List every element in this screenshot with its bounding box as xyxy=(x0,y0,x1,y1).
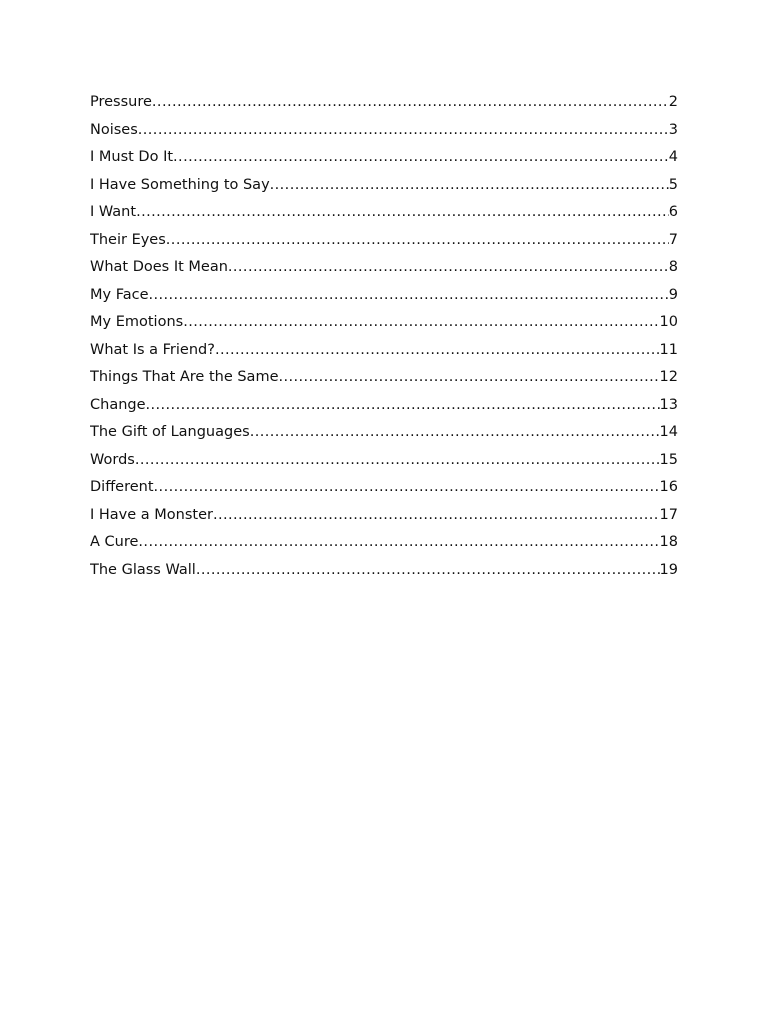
toc-entry xyxy=(90,254,678,282)
toc-entry-title: What Is a Friend? xyxy=(90,341,215,358)
table-of-contents xyxy=(90,89,678,584)
toc-entry-page-number: 2 xyxy=(668,94,678,110)
toc-entry-page-number: 11 xyxy=(659,341,678,358)
toc-entry-title: I Want xyxy=(90,204,137,220)
toc-entry-page-number: 15 xyxy=(659,451,678,468)
toc-dot-leader xyxy=(213,502,660,530)
toc-entry xyxy=(90,89,678,117)
toc-entry-title: I Have Something to Say xyxy=(90,176,270,193)
toc-entry-title: Change xyxy=(90,396,146,413)
toc-entry-title: My Emotions xyxy=(90,314,184,330)
toc-entry-page-number: 18 xyxy=(659,534,678,550)
toc-dot-leader xyxy=(136,199,669,227)
toc-dot-leader xyxy=(228,254,669,282)
toc-dot-leader xyxy=(183,309,659,337)
toc-entry xyxy=(90,419,678,447)
toc-entry-title: Pressure xyxy=(90,94,152,110)
toc-entry xyxy=(90,282,678,310)
toc-entry-page-number: 17 xyxy=(659,506,678,523)
toc-dot-leader xyxy=(152,89,669,117)
toc-entry-title: I Must Do It xyxy=(90,149,174,165)
toc-entry-page-number: 9 xyxy=(668,286,678,303)
toc-dot-leader xyxy=(173,144,669,172)
toc-entry xyxy=(90,529,678,557)
toc-entry-page-number: 13 xyxy=(659,396,678,413)
toc-entry xyxy=(90,337,678,365)
toc-entry xyxy=(90,364,678,392)
toc-entry xyxy=(90,557,678,585)
toc-entry-page-number: 12 xyxy=(659,369,678,385)
toc-entry-title: My Face xyxy=(90,286,149,303)
toc-entry xyxy=(90,474,678,502)
toc-entry-page-number: 5 xyxy=(668,176,678,193)
toc-entry-title: Different xyxy=(90,479,154,495)
toc-entry-title: What Does It Mean xyxy=(90,259,228,275)
toc-entry-title: The Gift of Languages xyxy=(90,424,250,440)
toc-entry-title: Noises xyxy=(90,121,138,138)
toc-entry xyxy=(90,144,678,172)
toc-dot-leader xyxy=(270,172,669,200)
toc-entry-title: Things That Are the Same xyxy=(90,369,279,385)
toc-entry-page-number: 14 xyxy=(659,424,678,440)
toc-dot-leader xyxy=(154,474,660,502)
toc-entry xyxy=(90,227,678,255)
toc-dot-leader xyxy=(138,529,659,557)
toc-entry-page-number: 7 xyxy=(668,231,678,248)
toc-dot-leader xyxy=(279,364,660,392)
toc-entry-title: Their Eyes xyxy=(90,231,166,248)
toc-dot-leader xyxy=(166,227,669,255)
toc-entry-title: A Cure xyxy=(90,534,139,550)
toc-dot-leader xyxy=(196,557,660,585)
toc-dot-leader xyxy=(250,419,660,447)
toc-entry-page-number: 19 xyxy=(659,561,678,578)
toc-entry xyxy=(90,199,678,227)
toc-entry xyxy=(90,309,678,337)
toc-entry-page-number: 16 xyxy=(659,479,678,495)
toc-entry xyxy=(90,172,678,200)
toc-entry-page-number: 8 xyxy=(668,259,678,275)
toc-entry-title: Words xyxy=(90,451,135,468)
toc-entry xyxy=(90,447,678,475)
toc-entry-page-number: 4 xyxy=(668,149,678,165)
toc-entry-page-number: 3 xyxy=(668,121,678,138)
toc-entry xyxy=(90,392,678,420)
toc-entry-title: I Have a Monster xyxy=(90,506,213,523)
toc-dot-leader xyxy=(215,337,660,365)
toc-dot-leader xyxy=(146,392,660,420)
toc-entry-page-number: 10 xyxy=(659,314,678,330)
toc-dot-leader xyxy=(149,282,669,310)
toc-entry xyxy=(90,117,678,145)
toc-entry-page-number: 6 xyxy=(668,204,678,220)
toc-dot-leader xyxy=(135,447,660,475)
toc-entry-title: The Glass Wall xyxy=(90,561,196,578)
toc-entry xyxy=(90,502,678,530)
toc-dot-leader xyxy=(138,117,669,145)
